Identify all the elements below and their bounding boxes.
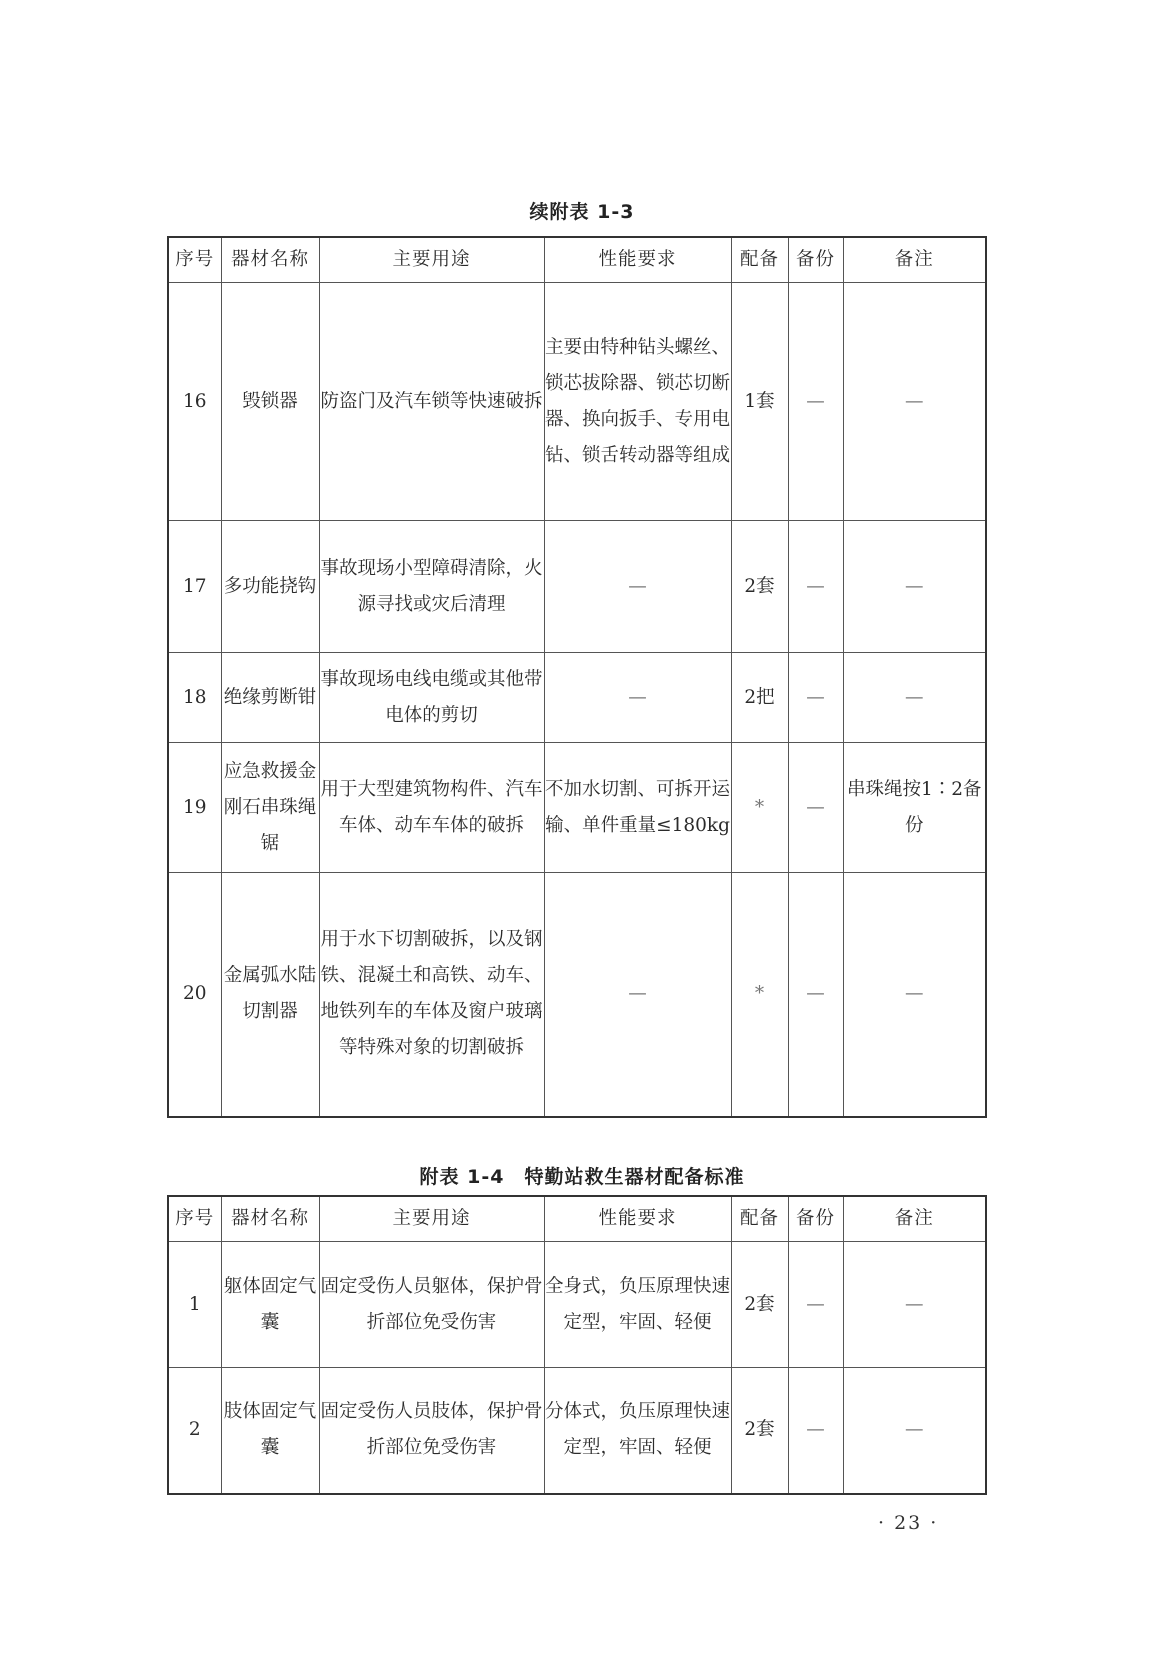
header-backup: 备份 (788, 237, 843, 283)
header-no: 序号 (168, 237, 221, 283)
cell-note: — (843, 1242, 986, 1368)
cell-name: 金属弧水陆切割器 (221, 873, 319, 1117)
cell-qty: 2套 (731, 521, 788, 653)
cell-use: 固定受伤人员肢体，保护骨折部位免受伤害 (319, 1368, 544, 1494)
cell-no: 19 (168, 743, 221, 873)
cell-use: 用于水下切割破拆，以及钢铁、混凝土和高铁、动车、地铁列车的车体及窗户玻璃等特殊对象的切割破拆 (319, 873, 544, 1117)
table-header-row (168, 1196, 986, 1242)
cell-no: 18 (168, 653, 221, 743)
cell-use: 用于大型建筑物构件、汽车车体、动车车体的破拆 (319, 743, 544, 873)
table-row (168, 521, 986, 653)
table-row (168, 283, 986, 521)
cell-spec: 主要由特种钻头螺丝、锁芯拔除器、锁芯切断器、换向扳手、专用电钻、锁舌转动器等组成 (544, 283, 731, 521)
cell-name: 肢体固定气囊 (221, 1368, 319, 1494)
table-row (168, 1242, 986, 1368)
header-use: 主要用途 (319, 237, 544, 283)
cell-name: 应急救援金刚石串珠绳锯 (221, 743, 319, 873)
cell-note: 串珠绳按1∶2备份 (843, 743, 986, 873)
header-spec: 性能要求 (544, 1196, 731, 1242)
cell-use: 防盗门及汽车锁等快速破拆 (319, 283, 544, 521)
cell-name: 绝缘剪断钳 (221, 653, 319, 743)
cell-name: 毁锁器 (221, 283, 319, 521)
cell-qty: 2套 (731, 1242, 788, 1368)
cell-name: 多功能挠钩 (221, 521, 319, 653)
table-header-row (168, 237, 986, 283)
header-backup: 备份 (788, 1196, 843, 1242)
cell-no: 2 (168, 1368, 221, 1494)
cell-use: 事故现场小型障碍清除，火源寻找或灾后清理 (319, 521, 544, 653)
cell-backup: — (788, 1242, 843, 1368)
cell-use: 固定受伤人员躯体，保护骨折部位免受伤害 (319, 1242, 544, 1368)
cell-backup: — (788, 653, 843, 743)
table-row (168, 873, 986, 1117)
cell-spec: 全身式，负压原理快速定型，牢固、轻便 (544, 1242, 731, 1368)
header-spec: 性能要求 (544, 237, 731, 283)
cell-qty: * (731, 743, 788, 873)
equipment-table-1 (167, 236, 987, 1118)
cell-qty: 1套 (731, 283, 788, 521)
header-note: 备注 (843, 237, 986, 283)
cell-spec: — (544, 653, 731, 743)
cell-backup: — (788, 743, 843, 873)
cell-spec: — (544, 873, 731, 1117)
cell-spec: — (544, 521, 731, 653)
cell-note: — (843, 873, 986, 1117)
page-number: · 23 · (878, 1512, 939, 1534)
cell-qty: 2套 (731, 1368, 788, 1494)
header-qty: 配备 (731, 237, 788, 283)
cell-no: 1 (168, 1242, 221, 1368)
cell-note: — (843, 1368, 986, 1494)
cell-backup: — (788, 283, 843, 521)
cell-note: — (843, 521, 986, 653)
header-name: 器材名称 (221, 237, 319, 283)
equipment-table-2 (167, 1195, 987, 1495)
cell-qty: 2把 (731, 653, 788, 743)
table-caption-1: 续附表 1-3 (529, 201, 635, 223)
cell-note: — (843, 653, 986, 743)
cell-name: 躯体固定气囊 (221, 1242, 319, 1368)
header-qty: 配备 (731, 1196, 788, 1242)
cell-no: 17 (168, 521, 221, 653)
cell-spec: 分体式，负压原理快速定型，牢固、轻便 (544, 1368, 731, 1494)
header-no: 序号 (168, 1196, 221, 1242)
table-row (168, 1368, 986, 1494)
cell-backup: — (788, 521, 843, 653)
cell-use: 事故现场电线电缆或其他带电体的剪切 (319, 653, 544, 743)
cell-backup: — (788, 873, 843, 1117)
table-caption-2: 附表 1-4 特勤站救生器材配备标准 (419, 1166, 745, 1188)
cell-no: 16 (168, 283, 221, 521)
cell-backup: — (788, 1368, 843, 1494)
table-row (168, 653, 986, 743)
cell-qty: * (731, 873, 788, 1117)
header-name: 器材名称 (221, 1196, 319, 1242)
header-note: 备注 (843, 1196, 986, 1242)
cell-note: — (843, 283, 986, 521)
header-use: 主要用途 (319, 1196, 544, 1242)
table-row (168, 743, 986, 873)
cell-no: 20 (168, 873, 221, 1117)
cell-spec: 不加水切割、可拆开运输、单件重量≤180kg (544, 743, 731, 873)
